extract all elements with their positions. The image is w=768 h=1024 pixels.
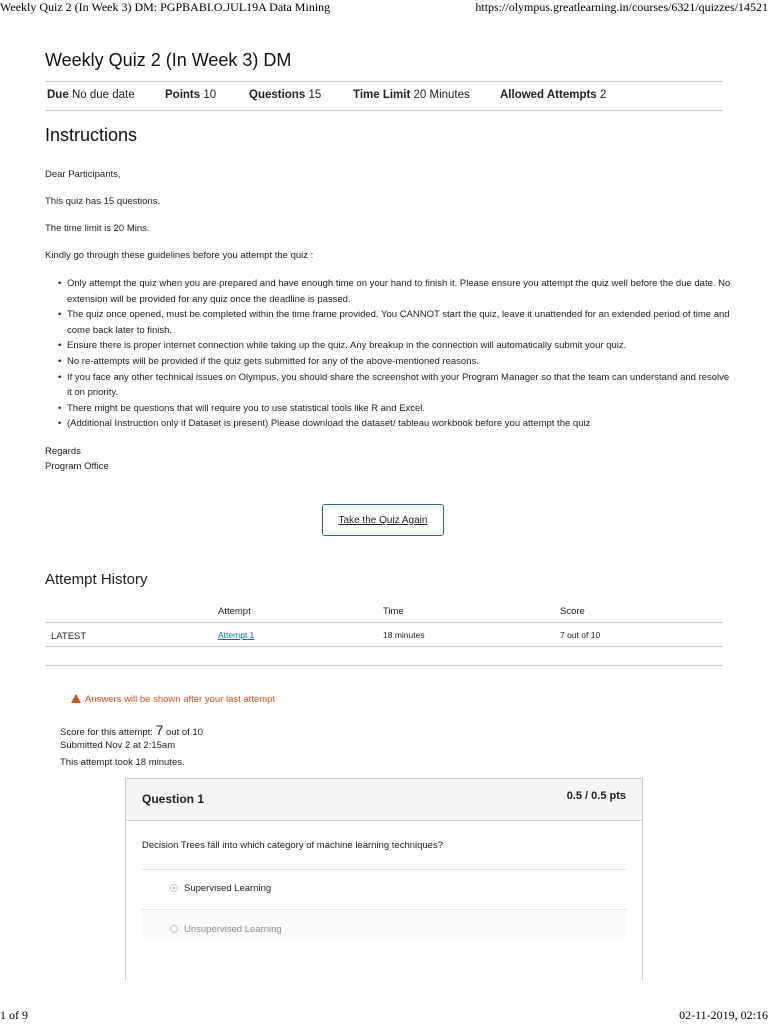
submitted-time: Submitted Nov 2 at 2:15am	[60, 740, 176, 751]
meta-due-label: Due	[47, 89, 69, 101]
meta-time-limit	[353, 89, 470, 101]
warning-text: Answers will be shown after your last attempt	[85, 694, 276, 705]
guideline-item: • No re-attempts will be provided if the quiz gets submitted for any of the above-mentioned reasons.	[45, 354, 735, 370]
radio-unselected-icon	[170, 925, 178, 933]
question-title: Question 1	[142, 792, 205, 806]
meta-points-label: Points	[165, 89, 201, 101]
history-header-divider	[45, 622, 723, 623]
answer-option-unsupervised[interactable]	[170, 924, 282, 935]
time-limit-text: The time limit is 20 Mins.	[45, 223, 150, 234]
attempt-1-link[interactable]: Attempt 1	[218, 630, 255, 640]
meta-time-limit-value: 20 Minutes	[413, 89, 470, 101]
quiz-meta-bar	[45, 81, 723, 111]
print-header	[0, 0, 768, 16]
meta-points-value: 10	[203, 89, 217, 101]
score-value: 7	[155, 722, 164, 738]
meta-due-value: No due date	[71, 89, 135, 101]
page-count: 1 of 9	[0, 1008, 28, 1022]
meta-points	[165, 89, 216, 101]
meta-questions-label: Questions	[249, 89, 306, 101]
print-header-title: Weekly Quiz 2 (In Week 3) DM: PGPBABI.O.JUL19A Data Mining	[0, 0, 331, 14]
meta-time-limit-label: Time Limit	[353, 89, 411, 101]
answer-label: Unsupervised Learning	[184, 924, 282, 935]
score-prefix: Score for this attempt:	[60, 727, 156, 738]
meta-attempts	[500, 89, 606, 101]
history-col-attempt: Attempt	[218, 606, 251, 617]
guideline-item: • Only attempt the quiz when you are prepared and have enough time on your hand to finish it. Please ensure you attempt the quiz well before the due date. No extension will be provided for any quiz once the deadline is passed.	[45, 276, 735, 307]
regards-text: Regards	[45, 446, 81, 457]
history-row-divider	[45, 646, 723, 647]
print-footer	[0, 1008, 768, 1024]
meta-questions-value: 15	[308, 89, 322, 101]
attempt-score	[60, 722, 203, 738]
meta-attempts-label: Allowed Attempts	[500, 89, 597, 101]
score-suffix: out of 10	[163, 727, 203, 738]
guideline-item: • There might be questions that will require you to use statistical tools like R and Excel.	[45, 401, 735, 417]
guideline-item: • Ensure there is proper internet connection while taking up the quiz. Any breakup in the connection will automatically submit your quiz.	[45, 338, 735, 354]
take-quiz-again-button[interactable]	[322, 504, 444, 536]
warning-icon	[71, 694, 81, 703]
guideline-item: • The quiz once opened, must be completed within the time frame provided. You CANNOT start the quiz, leave it unattended for an extended period of time and come back later to finish.	[45, 307, 735, 338]
radio-selected-icon	[170, 884, 178, 892]
question-card	[125, 778, 643, 980]
history-bottom-divider	[45, 665, 723, 666]
attempt-duration: This attempt took 18 minutes.	[60, 757, 185, 768]
question-count-text: This quiz has 15 questions.	[45, 196, 161, 207]
meta-due	[47, 89, 135, 101]
print-header-url: https://olympus.greatlearning.in/courses/6321/quizzes/14521	[475, 0, 768, 14]
answer-label: Supervised Learning	[184, 883, 272, 894]
question-points: 0.5 / 0.5 pts	[566, 790, 626, 802]
question-text: Decision Trees fall into which category of machine learning techniques?	[142, 840, 443, 851]
history-row-score: 7 out of 10	[560, 630, 601, 640]
history-row-time: 18 minutes	[383, 630, 425, 640]
print-timestamp: 02-11-2019, 02:16	[679, 1008, 768, 1022]
instructions-heading: Instructions	[45, 125, 138, 145]
question-divider	[142, 869, 626, 870]
question-header	[126, 779, 642, 821]
guidelines-list	[45, 276, 735, 432]
answers-hidden-warning	[71, 694, 275, 705]
history-col-time: Time	[383, 606, 404, 617]
guideline-item: • (Additional Instruction only if Dataset is present) Please download the dataset/ tableau workbook before you attempt the quiz	[45, 416, 735, 432]
page-title: Weekly Quiz 2 (In Week 3) DM	[45, 50, 292, 70]
guidelines-intro-text: Kindly go through these guidelines before you attempt the quiz :	[45, 250, 314, 261]
greeting-text: Dear Participants,	[45, 169, 121, 180]
take-quiz-again-label: Take the Quiz Again	[338, 515, 428, 526]
meta-questions	[249, 89, 321, 101]
attempt-history-heading: Attempt History	[45, 571, 148, 588]
answer-option-supervised[interactable]	[170, 883, 271, 894]
program-office-text: Program Office	[45, 461, 109, 472]
guideline-item: • If you face any other technical issues on Olympus, you should share the screenshot with your Program Manager so that the team can understand and resolve it on priority.	[45, 370, 735, 401]
history-col-score: Score	[560, 606, 585, 617]
meta-attempts-value: 2	[599, 89, 607, 101]
history-row-label: LATEST	[51, 631, 87, 642]
